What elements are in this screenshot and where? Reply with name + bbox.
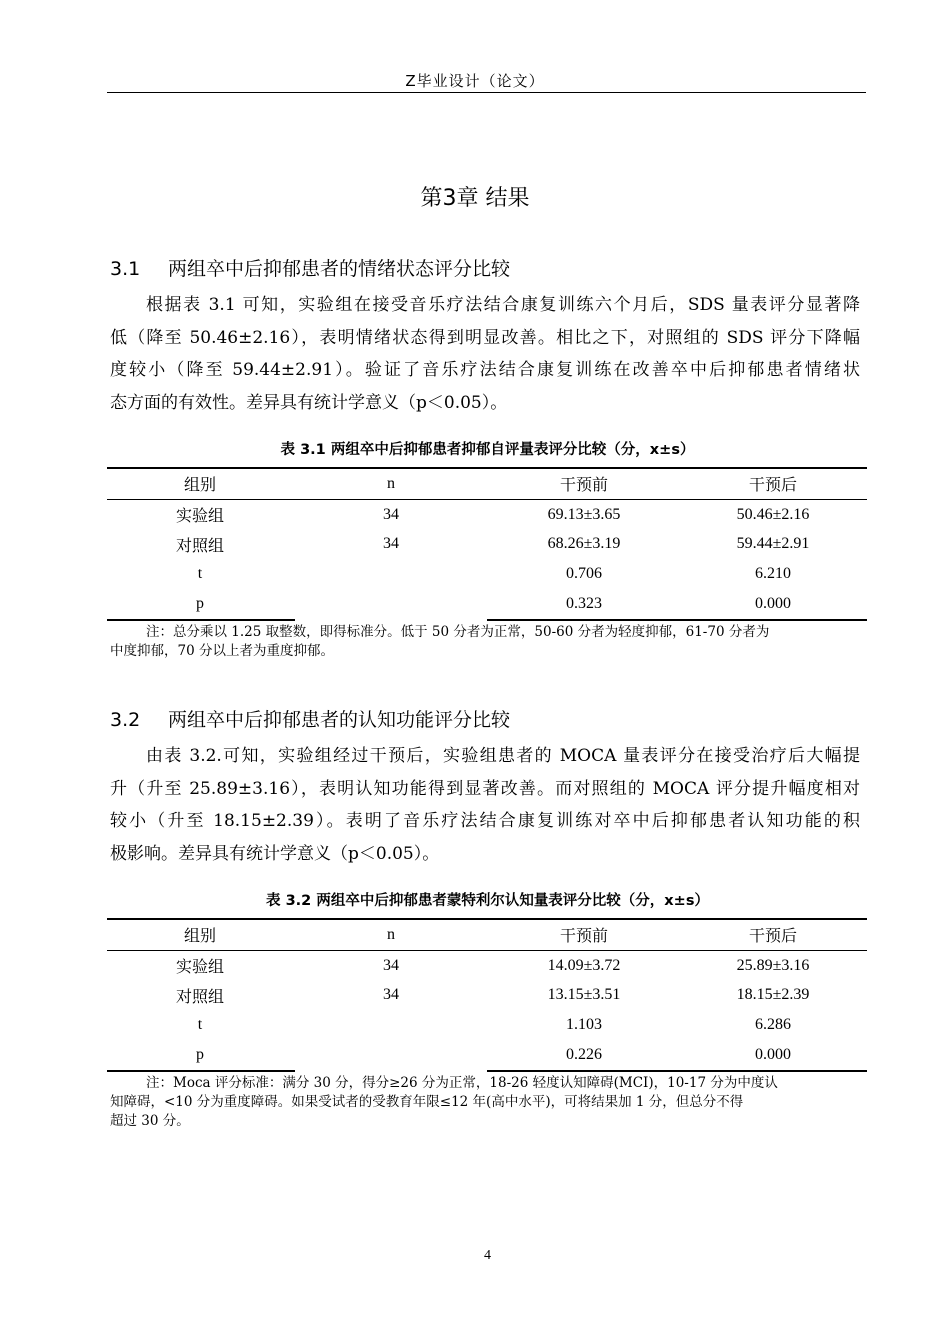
table-caption: 表 3.2 两组卒中后抑郁患者蒙特利尔认知量表评分比较（分，x±s）: [266, 893, 709, 909]
cell: 0.323: [566, 594, 602, 612]
cell: 34: [383, 986, 399, 1004]
cell: [293, 1040, 489, 1070]
note-line: 超过 30 分。: [110, 1113, 190, 1129]
paragraph-line: 极影响。差异具有统计学意义（p＜0.05）。: [110, 843, 440, 864]
table-row: [107, 980, 867, 1010]
section-heading-3-1: [110, 254, 510, 281]
cell: 34: [383, 956, 399, 974]
paragraph-line: 由表 3.2.可知，实验组经过干预后，实验组患者的 MOCA 量表评分在接受治疗后大幅提: [146, 746, 860, 766]
data-table: [107, 467, 867, 618]
cell: 0.226: [566, 1045, 602, 1063]
cell: 59.44±2.91: [736, 535, 810, 553]
table-note: [110, 1074, 862, 1131]
table-bottom-rule: [487, 1070, 867, 1072]
note-line: 注：总分乘以 1.25 取整数，即得标准分。低于 50 分者为正常，50-60 分者为轻度抑郁，61-70 分者为: [146, 624, 770, 640]
column-header: 干预后: [679, 919, 867, 950]
section-title: 两组卒中后抑郁患者的情绪状态评分比较: [168, 258, 511, 280]
cell: [293, 559, 489, 589]
note-line: 注：Moca 评分标准：满分 30 分，得分≥26 分为正常，18-26 轻度认知障碍(MCI)，10-17 分为中度认: [146, 1075, 778, 1091]
paragraph-line: 根据表 3.1 可知，实验组在接受音乐疗法结合康复训练六个月后，SDS 量表评分显著降: [146, 295, 860, 315]
cell: 1.103: [566, 1015, 602, 1033]
cell: t: [197, 1015, 203, 1033]
cell: 实验组: [175, 508, 224, 526]
table-bottom-rule: [487, 619, 867, 621]
table-bottom-rule: [107, 1070, 295, 1072]
cell: 25.89±3.16: [736, 956, 810, 974]
section-paragraph: [110, 740, 860, 870]
column-header: n: [293, 919, 489, 950]
table-row: [107, 1010, 867, 1040]
cell: 对照组: [175, 988, 224, 1006]
cell: 6.286: [755, 1015, 791, 1033]
section-title: 两组卒中后抑郁患者的认知功能评分比较: [168, 709, 511, 731]
paragraph-line: 升（升至 25.89±3.16），表明认知功能得到显著改善。而对照组的 MOCA 评分提升幅度相对: [110, 778, 860, 799]
running-header: Z毕业设计（论文）: [405, 72, 545, 90]
cell: p: [196, 594, 204, 612]
table-row: [107, 559, 867, 589]
paragraph-line: 态方面的有效性。差异具有统计学意义（p＜0.05）。: [110, 392, 508, 413]
cell: 50.46±2.16: [736, 505, 810, 523]
cell: 69.13±3.65: [547, 505, 621, 523]
section-heading-3-2: [110, 705, 510, 732]
paragraph-line: 度较小（降至 59.44±2.91）。验证了音乐疗法结合康复训练在改善卒中后抑郁患者情绪状: [110, 360, 860, 380]
table-row: [107, 589, 867, 619]
column-header: 组别: [107, 919, 293, 950]
column-header: 干预前: [489, 919, 679, 950]
data-table: [107, 918, 867, 1069]
paragraph-line: 较小（升至 18.15±2.39）。表明了音乐疗法结合康复训练对卒中后抑郁患者认知功能的积: [110, 811, 860, 831]
column-header: 干预后: [679, 468, 867, 499]
cell: [293, 1010, 489, 1040]
column-header: n: [293, 468, 489, 499]
cell: 0.706: [566, 564, 602, 582]
cell: 18.15±2.39: [736, 986, 810, 1004]
cell: 14.09±3.72: [547, 956, 621, 974]
cell: p: [196, 1045, 204, 1063]
cell: 0.000: [755, 594, 791, 612]
paragraph-line: 低（降至 50.46±2.16），表明情绪状态得到明显改善。相比之下，对照组的 SDS 评分下降幅: [110, 327, 860, 348]
column-header: 组别: [107, 468, 293, 499]
cell: 实验组: [175, 959, 224, 977]
cell: 34: [383, 535, 399, 553]
cell: 34: [383, 505, 399, 523]
table-row: [107, 499, 867, 529]
note-line: 中度抑郁，70 分以上者为重度抑郁。: [110, 643, 334, 659]
table-row: [107, 1040, 867, 1070]
cell: t: [197, 564, 203, 582]
table-bottom-rule: [107, 619, 295, 621]
cell: 68.26±3.19: [547, 535, 621, 553]
cell: 0.000: [755, 1045, 791, 1063]
cell: 对照组: [175, 537, 224, 555]
note-line: 知障碍，<10 分为重度障碍。如果受试者的受教育年限≤12 年(高中水平)，可将结果加 1 分，但总分不得: [110, 1094, 744, 1110]
header-rule: [107, 92, 866, 93]
table-row: [107, 529, 867, 559]
cell: 13.15±3.51: [547, 986, 621, 1004]
column-header: 干预前: [489, 468, 679, 499]
cell: 6.210: [755, 564, 791, 582]
section-number: 3.2: [110, 709, 141, 731]
chapter-title: 第3章 结果: [420, 186, 530, 211]
table-row: [107, 950, 867, 980]
table-caption: 表 3.1 两组卒中后抑郁患者抑郁自评量表评分比较（分，x±s）: [280, 442, 695, 458]
section-number: 3.1: [110, 258, 141, 280]
table-header-row: [107, 919, 867, 950]
table-header-row: [107, 468, 867, 499]
table-note: [110, 623, 862, 661]
cell: [293, 589, 489, 619]
page-number: 4: [484, 1248, 491, 1263]
section-paragraph: [110, 289, 860, 419]
